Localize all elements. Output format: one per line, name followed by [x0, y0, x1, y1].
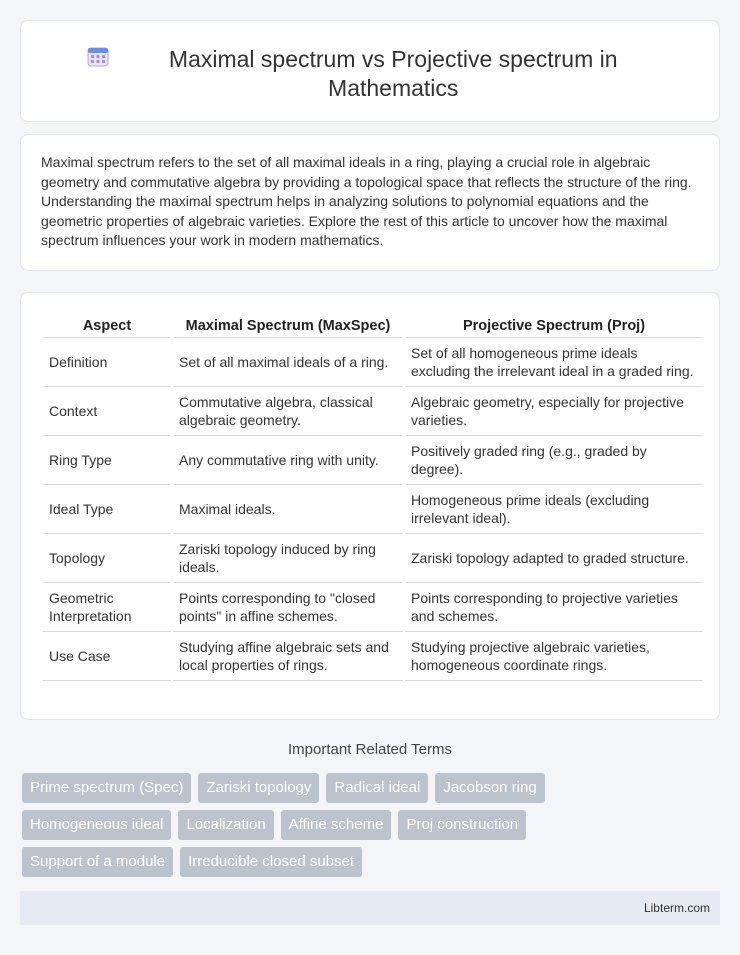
- page-title: Maximal spectrum vs Projective spectrum in Mathematics: [168, 46, 618, 101]
- table-cell-aspect: Ring Type: [43, 436, 171, 485]
- intro-card: [20, 134, 720, 271]
- intro-paragraph: Maximal spectrum refers to the set of all maximal ideals in a ring, playing a crucial role in algebraic geometry and commutative algebra by providing a topological space that reflects the structure of the ring. Understanding the maximal spectrum helps in analyzing solutions to polynomial equations and the geometric properties of algebraic varieties. Explore the rest of this article to uncover how the maximal spectrum influences your work in modern mathematics.: [41, 154, 692, 249]
- table-cell-proj: Points corresponding to projective varieties and schemes.: [405, 583, 703, 632]
- table-cell-maxspec: Any commutative ring with unity.: [173, 436, 403, 485]
- table-cell-aspect: Use Case: [43, 632, 171, 681]
- related-terms-heading: Important Related Terms: [288, 741, 452, 758]
- related-term-tag[interactable]: Radical ideal: [326, 773, 428, 803]
- tag-row: [22, 773, 722, 803]
- header-card: [20, 20, 720, 122]
- related-term-tag[interactable]: Jacobson ring: [435, 773, 544, 803]
- comparison-table: [41, 315, 705, 681]
- table-cell-maxspec: Zariski topology induced by ring ideals.: [173, 534, 403, 583]
- table-cell-proj: Zariski topology adapted to graded structure.: [405, 534, 703, 583]
- related-term-tag[interactable]: Localization: [178, 810, 273, 840]
- related-term-tag[interactable]: Prime spectrum (Spec): [22, 773, 191, 803]
- column-header: Aspect: [43, 315, 171, 338]
- table-row: [43, 338, 703, 387]
- table-cell-maxspec: Commutative algebra, classical algebraic geometry.: [173, 387, 403, 436]
- related-term-tag[interactable]: Support of a module: [22, 847, 173, 877]
- table-cell-maxspec: Points corresponding to "closed points" in affine schemes.: [173, 583, 403, 632]
- tag-row: [22, 847, 722, 877]
- table-row: [43, 436, 703, 485]
- tag-row: [22, 810, 722, 840]
- comparison-table-card: [20, 292, 720, 720]
- related-term-tag[interactable]: Irreducible closed subset: [180, 847, 362, 877]
- table-cell-aspect: Geometric Interpretation: [43, 583, 171, 632]
- calendar-icon: [87, 45, 109, 67]
- related-terms-list: [22, 773, 722, 884]
- table-cell-maxspec: Studying affine algebraic sets and local properties of rings.: [173, 632, 403, 681]
- table-cell-proj: Studying projective algebraic varieties, homogeneous coordinate rings.: [405, 632, 703, 681]
- table-cell-maxspec: Maximal ideals.: [173, 485, 403, 534]
- table-cell-aspect: Topology: [43, 534, 171, 583]
- table-row: [43, 534, 703, 583]
- table-row: [43, 583, 703, 632]
- table-cell-aspect: Context: [43, 387, 171, 436]
- footer: [20, 891, 720, 925]
- related-term-tag[interactable]: Homogeneous ideal: [22, 810, 171, 840]
- table-cell-maxspec: Set of all maximal ideals of a ring.: [173, 338, 403, 387]
- column-header: Projective Spectrum (Proj): [405, 315, 703, 338]
- table-cell-proj: Homogeneous prime ideals (excluding irrelevant ideal).: [405, 485, 703, 534]
- title-wrap: [21, 45, 719, 103]
- footer-site-link[interactable]: Libterm.com: [643, 901, 710, 915]
- table-row: [43, 485, 703, 534]
- table-cell-aspect: Definition: [43, 338, 171, 387]
- related-term-tag[interactable]: Zariski topology: [198, 773, 319, 803]
- table-row: [43, 632, 703, 681]
- table-cell-proj: Positively graded ring (e.g., graded by degree).: [405, 436, 703, 485]
- table-cell-proj: Algebraic geometry, especially for projective varieties.: [405, 387, 703, 436]
- related-term-tag[interactable]: Affine scheme: [281, 810, 392, 840]
- column-header: Maximal Spectrum (MaxSpec): [173, 315, 403, 338]
- table-cell-aspect: Ideal Type: [43, 485, 171, 534]
- table-cell-proj: Set of all homogeneous prime ideals excluding the irrelevant ideal in a graded ring.: [405, 338, 703, 387]
- related-term-tag[interactable]: Proj construction: [398, 810, 526, 840]
- table-row: [43, 387, 703, 436]
- table-header-row: [43, 315, 703, 338]
